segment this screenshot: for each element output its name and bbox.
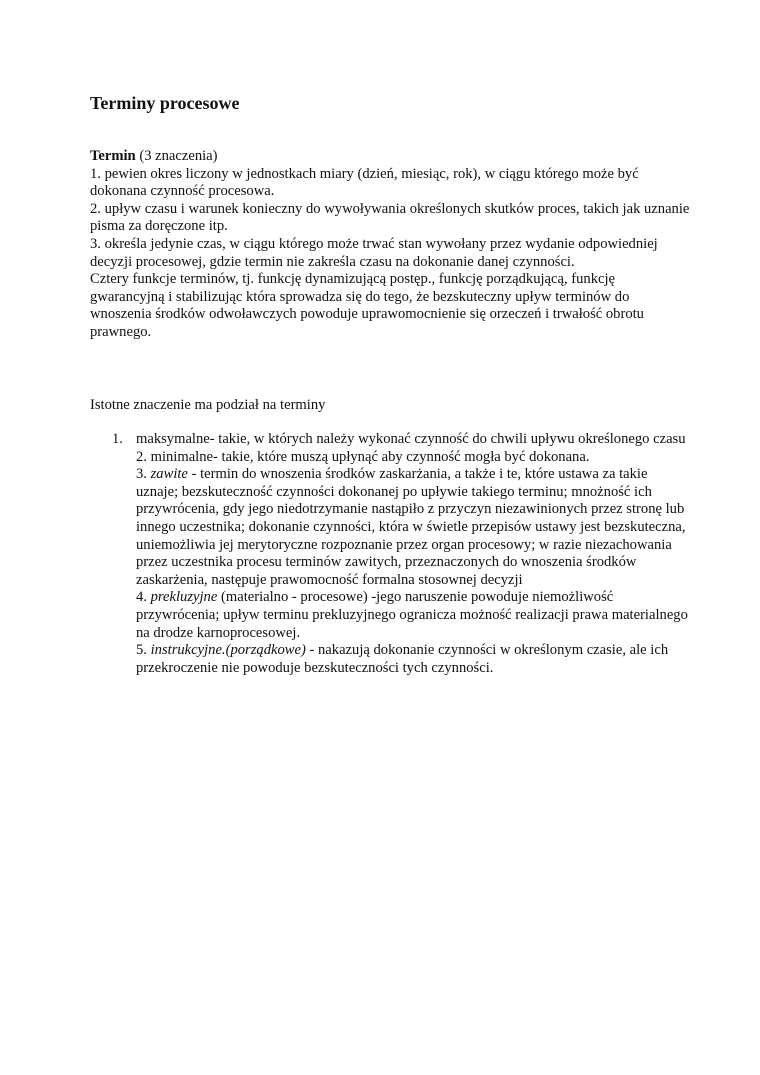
- terms-list: [112, 431, 692, 677]
- termin-meaning-2: 2. upływ czasu i warunek konieczny do wywoływania określonych skutków proces, takich jak uznanie pisma za doręczone itp.: [90, 200, 690, 235]
- list-item-minimalne: 2. minimalne- takie, które muszą upłynąć aby czynność mogła być dokonana.: [136, 448, 590, 465]
- list-number: 1.: [112, 431, 123, 447]
- termin-meaning-1: 1. pewien okres liczony w jednostkach miary (dzień, miesiąc, rok), w ciągu którego może być dokonana czynność procesowa.: [90, 165, 639, 200]
- termin-heading-line: [90, 148, 690, 166]
- item-text: - nakazują dokonanie czynności w określonym czasie, ale ich przekroczenie nie powoduje bezskuteczności tych czynności.: [136, 642, 669, 676]
- termin-heading: Termin: [90, 148, 136, 164]
- item-text: (materialno - procesowe) -jego naruszenie powoduje niemożliwość przywrócenia; upływ terminu prekluzyjnego ogranicza możność realizacji prawa materialnego na drodze karnoprocesowej.: [136, 589, 688, 641]
- termin-functions: Cztery funkcje terminów, tj. funkcję dynamizującą postęp., funkcję porządkującą, funkcję gwarancyjną i stabilizując która sprowadza się do tego, że bezskuteczny upływ terminów do wnoszenia środków odwoławczych powoduje uprawomocnienie się orzeczeń i trwałość obrotu prawnego.: [90, 271, 644, 340]
- item-text: - termin do wnoszenia środków zaskarżania, a także i te, które ustawa za takie uznaje; bezskuteczność czynności dokonanej po upływie takiego terminu; mnożność ich przywrócenia, gdy jego niedotrzymanie nastąpiło z przyczyn niezawinionych przez stronę lub innego uczestnika; dokonanie czynności, która w świetle przepisów ustawy jest bezskuteczna, uniemożliwia jej merytoryczne rozpoznanie przez organ procesowy; w razie niezachowania przez uczestnika procesu terminów zawitych, przeznaczonych do wnoszenia środków zaskarżenia, następuje prawomocność formalna stosownej decyzji: [136, 466, 686, 588]
- item-prefix: 3.: [136, 466, 147, 483]
- term-prekluzyjne: prekluzyjne: [150, 589, 218, 606]
- termin-section: [90, 148, 690, 342]
- division-intro: Istotne znaczenie ma podział na terminy: [90, 397, 326, 413]
- termin-heading-note: (3 znaczenia): [139, 148, 218, 164]
- term-instrukcyjne: instrukcyjne.(porządkowe): [150, 642, 306, 659]
- list-item-maksymalne: maksymalne- takie, w których należy wykonać czynność do chwili upływu określonego czasu: [136, 431, 686, 447]
- item-prefix: 5.: [136, 642, 147, 659]
- termin-meaning-3: 3. określa jedynie czas, w ciągu którego może trwać stan wywołany przez wydanie odpowiedniej decyzji procesowej, gdzie termin nie zakreśla czasu na dokonanie danej czynności.: [90, 235, 658, 270]
- list-item-instrukcyjne: [136, 642, 692, 677]
- list-item-zawite: [136, 466, 692, 589]
- list-item-prekluzyjne: [136, 589, 692, 642]
- term-zawite: zawite: [150, 466, 188, 483]
- item-prefix: 4.: [136, 589, 147, 606]
- page-title: Terminy procesowe: [90, 93, 240, 113]
- list-body: [136, 431, 692, 677]
